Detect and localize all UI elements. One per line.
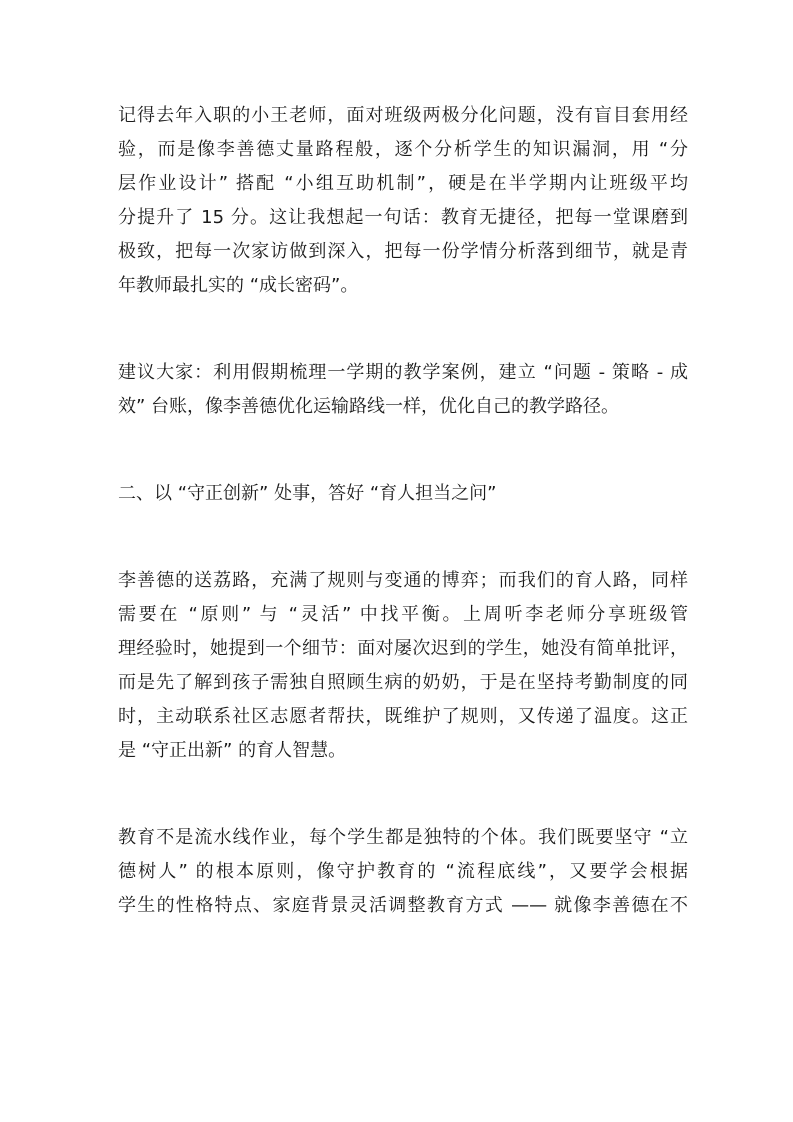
paragraph-3-line-4: 而是先了解到孩子需独自照顾生病的奶奶，于是在坚持考勤制度的同	[118, 672, 688, 693]
paragraph-3-line-3: 理经验时，她提到一个细节：面对屡次迟到的学生，她没有简单批评，	[118, 638, 688, 659]
paragraph-4-line-3: 学生的性格特点、家庭背景灵活调整教育方式 —— 就像李善德在不	[118, 895, 688, 916]
paragraph-1-line-3: 层作业设计” 搭配 “小组互助机制”，硬是在半学期内让班级平均	[118, 173, 688, 194]
paragraph-1-line-5: 极致，把每一次家访做到深入，把每一份学情分析落到细节，就是青	[118, 241, 688, 262]
paragraph-2-line-1: 建议大家：利用假期梳理一学期的教学案例，建立 “问题 - 策略 - 成	[118, 362, 688, 383]
paragraph-3-line-6: 是 “守正出新” 的育人智慧。	[118, 740, 347, 761]
paragraph-2-line-2: 效” 台账，像李善德优化运输路线一样，优化自己的教学路径。	[118, 396, 620, 417]
paragraph-1-line-2: 验，而是像李善德丈量路程般，逐个分析学生的知识漏洞，用 “分	[118, 139, 688, 160]
paragraph-4-line-2: 德树人” 的根本原则，像守护教育的 “流程底线”，又要学会根据	[118, 861, 688, 882]
paragraph-3-line-5: 时，主动联系社区志愿者帮扶，既维护了规则，又传递了温度。这正	[118, 706, 688, 727]
paragraph-3-line-1: 李善德的送荔路，充满了规则与变通的博弈；而我们的育人路，同样	[118, 570, 688, 591]
paragraph-1-line-1: 记得去年入职的小王老师，面对班级两极分化问题，没有盲目套用经	[118, 105, 688, 126]
paragraph-3-line-2: 需要在 “原则” 与 “灵活” 中找平衡。上周听李老师分享班级管	[118, 604, 688, 625]
paragraph-4-line-1: 教育不是流水线作业，每个学生都是独特的个体。我们既要坚守 “立	[118, 827, 688, 848]
paragraph-1-line-4: 分提升了 15 分。这让我想起一句话：教育无捷径，把每一堂课磨到	[118, 207, 688, 228]
paragraph-1-line-6: 年教师最扎实的 “成长密码”。	[118, 275, 359, 296]
section-heading: 二、以 “守正创新” 处事，答好 “育人担当之问”	[118, 483, 497, 504]
